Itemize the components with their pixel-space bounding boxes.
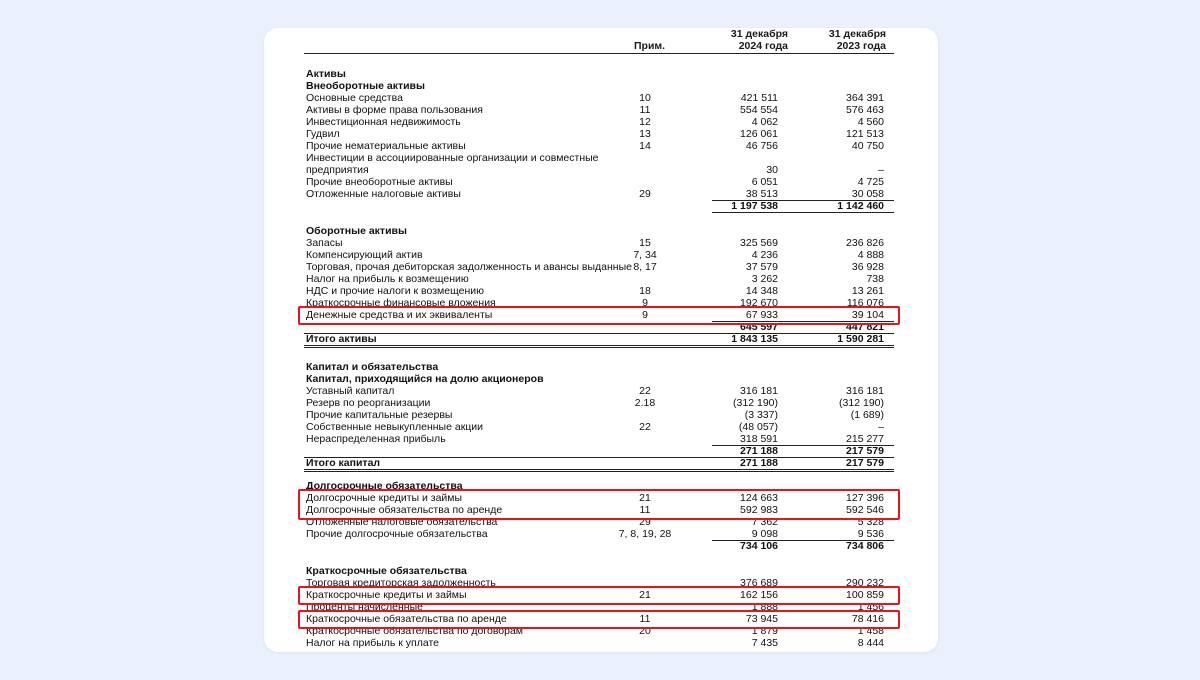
- red-highlight-box: [298, 586, 900, 605]
- table-row: [264, 409, 938, 421]
- table-row: [264, 373, 938, 385]
- row-note: 11: [639, 104, 651, 116]
- row-value-2023: 738: [866, 273, 884, 285]
- row-note: 11: [639, 504, 651, 516]
- row-value-2024: 1 197 538: [731, 200, 778, 212]
- row-value-2023: 1 458: [857, 625, 884, 637]
- row-label: Проценты начисленные: [306, 601, 423, 613]
- table-row: [264, 116, 938, 128]
- row-value-2024: 325 569: [740, 237, 778, 249]
- row-value-2024: 7 435: [751, 637, 778, 649]
- row-value-2023: 316 181: [846, 385, 884, 397]
- row-label: Долгосрочные обязательства: [306, 480, 463, 492]
- row-note: 9: [642, 297, 648, 309]
- row-note: 15: [639, 237, 651, 249]
- row-note: 29: [639, 516, 651, 528]
- row-label: предприятия: [306, 164, 369, 176]
- row-value-2023: 447 821: [846, 321, 884, 333]
- row-value-2023: 30 058: [851, 188, 884, 200]
- subtotal-rule: [712, 212, 894, 213]
- row-label: Краткосрочные кредиты и займы: [306, 589, 467, 601]
- row-label: Капитал и обязательства: [306, 361, 439, 373]
- row-value-2023: 734 806: [846, 540, 884, 552]
- row-value-2023: (312 190): [839, 397, 884, 409]
- row-label: Внеоборотные активы: [306, 80, 425, 92]
- row-value-2024: 1 879: [751, 625, 778, 637]
- row-value-2023: 215 277: [846, 433, 884, 445]
- row-note: 21: [639, 492, 651, 504]
- row-value-2023: 127 396: [846, 492, 884, 504]
- row-value-2024: 67 933: [745, 309, 778, 321]
- row-label: Денежные средства и их эквиваленты: [306, 309, 493, 321]
- table-row: [264, 637, 938, 649]
- row-label: Прочие внеоборотные активы: [306, 176, 453, 188]
- row-label: Гудвил: [306, 128, 340, 140]
- row-value-2024: 14 348: [745, 285, 778, 297]
- table-row: [264, 421, 938, 433]
- row-value-2023: 5 328: [857, 516, 884, 528]
- row-note: 7, 8, 19, 28: [618, 528, 672, 540]
- table-row: [264, 361, 938, 373]
- row-note: 7, 34: [633, 249, 657, 261]
- row-value-2023: –: [878, 164, 884, 176]
- row-value-2024: 1 843 135: [731, 333, 778, 345]
- row-value-2024: 271 188: [740, 445, 778, 457]
- row-label: Компенсирующий актив: [306, 249, 423, 261]
- row-value-2023: 290 232: [846, 577, 884, 589]
- row-value-2024: 3 262: [751, 273, 778, 285]
- table-row: [264, 164, 938, 176]
- row-label: Прочие нематериальные активы: [306, 140, 466, 152]
- row-label: Запасы: [306, 237, 343, 249]
- row-value-2024: 376 689: [740, 577, 778, 589]
- table-row: [264, 261, 938, 273]
- row-note: 11: [639, 613, 651, 625]
- col-2023-header-line1: 31 декабря: [828, 28, 886, 40]
- row-value-2023: 592 546: [846, 504, 884, 516]
- row-value-2023: 4 725: [857, 176, 884, 188]
- table-row: [264, 249, 938, 261]
- row-label: Долгосрочные кредиты и займы: [306, 492, 463, 504]
- row-label: Резерв по реорганизации: [306, 397, 431, 409]
- row-value-2023: 217 579: [846, 445, 884, 457]
- row-value-2024: (48 057): [738, 421, 778, 433]
- row-note: 29: [639, 188, 651, 200]
- row-value-2023: 236 826: [846, 237, 884, 249]
- row-value-2023: 4 888: [857, 249, 884, 261]
- red-highlight-box: [298, 610, 900, 629]
- row-value-2024: 46 756: [745, 140, 778, 152]
- red-highlight-box: [298, 489, 900, 520]
- row-label: Налог на прибыль к возмещению: [306, 273, 469, 285]
- row-note: 12: [639, 116, 651, 128]
- row-note: 22: [639, 421, 651, 433]
- row-value-2024: 9 098: [751, 528, 778, 540]
- row-value-2024: (3 337): [744, 409, 778, 421]
- row-value-2023: 1 590 281: [837, 333, 884, 345]
- table-row: [264, 385, 938, 397]
- row-value-2023: 8 444: [857, 637, 884, 649]
- row-label: Отложенные налоговые активы: [306, 188, 461, 200]
- table-row: [264, 528, 938, 540]
- table-row: [264, 273, 938, 285]
- row-note: 14: [639, 140, 651, 152]
- row-label: Прочие долгосрочные обязательства: [306, 528, 488, 540]
- row-note: 8, 17: [633, 261, 657, 273]
- row-label: Краткосрочные финансовые вложения: [306, 297, 496, 309]
- table-row: [264, 128, 938, 140]
- table-row: [264, 104, 938, 116]
- row-label: Основные средства: [306, 92, 403, 104]
- row-value-2023: 13 261: [851, 285, 884, 297]
- total-double-rule: [304, 469, 894, 472]
- table-row: [264, 285, 938, 297]
- statement-page: [264, 28, 938, 652]
- row-label: Итого капитал: [306, 457, 381, 469]
- row-label: Активы: [306, 68, 346, 80]
- row-value-2023: 36 928: [851, 261, 884, 273]
- table-row: [264, 140, 938, 152]
- row-value-2023: 40 750: [851, 140, 884, 152]
- row-value-2024: 73 945: [745, 613, 778, 625]
- table-row: [264, 152, 938, 164]
- row-value-2024: 1 888: [751, 601, 778, 613]
- row-label: Инвестиции в ассоциированные организации и совместные: [306, 152, 599, 164]
- subtotal-rule: [304, 457, 894, 458]
- row-label: Нераспределенная прибыль: [306, 433, 446, 445]
- row-value-2023: 576 463: [846, 104, 884, 116]
- row-value-2024: 192 670: [740, 297, 778, 309]
- row-value-2023: 116 076: [846, 297, 884, 309]
- row-label: Торговая, прочая дебиторская задолженность и авансы выданные: [306, 261, 632, 273]
- row-label: Прочие капитальные резервы: [306, 409, 453, 421]
- subtotal-rule: [304, 333, 894, 334]
- red-highlight-box: [298, 306, 900, 325]
- row-value-2023: 100 859: [846, 589, 884, 601]
- table-row: [264, 176, 938, 188]
- table-row: [264, 433, 938, 445]
- table-row: [264, 457, 938, 469]
- total-double-rule: [304, 345, 894, 348]
- table-row: [264, 445, 938, 457]
- row-note: 18: [639, 285, 651, 297]
- table-row: [264, 237, 938, 249]
- row-value-2023: 1 142 460: [837, 200, 884, 212]
- row-value-2024: 554 554: [740, 104, 778, 116]
- row-label: Итого активы: [306, 333, 377, 345]
- row-value-2023: 121 513: [846, 128, 884, 140]
- table-row: [264, 333, 938, 345]
- row-value-2024: 421 511: [740, 92, 778, 104]
- row-value-2023: 4 560: [857, 116, 884, 128]
- row-value-2023: 9 536: [857, 528, 884, 540]
- row-value-2023: –: [878, 421, 884, 433]
- row-value-2023: 1 456: [857, 601, 884, 613]
- row-value-2024: 592 983: [740, 504, 778, 516]
- row-note: 10: [639, 92, 651, 104]
- row-value-2024: 6 051: [751, 176, 778, 188]
- note-column-header: Прим.: [634, 40, 666, 52]
- col-2023-header-line2: 2023 года: [836, 40, 886, 52]
- row-value-2024: 4 062: [751, 116, 778, 128]
- row-value-2024: 4 236: [751, 249, 778, 261]
- subtotal-rule: [712, 540, 894, 541]
- table-row: [264, 80, 938, 92]
- table-row: [264, 188, 938, 200]
- col-2024-header-line2: 2024 года: [738, 40, 788, 52]
- balance-sheet-rows: [264, 28, 938, 652]
- subtotal-rule: [712, 445, 894, 446]
- row-value-2024: 126 061: [740, 128, 778, 140]
- row-label: Отложенные налоговые обязательства: [306, 516, 498, 528]
- row-note: 20: [639, 625, 651, 637]
- table-row: [264, 540, 938, 552]
- row-label: Активы в форме права пользования: [306, 104, 483, 116]
- row-value-2024: 271 188: [740, 457, 778, 469]
- row-note: 13: [639, 128, 651, 140]
- row-label: Краткосрочные обязательства по аренде: [306, 613, 507, 625]
- table-row: [264, 68, 938, 80]
- row-note: 9: [642, 309, 648, 321]
- row-value-2024: 7 362: [751, 516, 778, 528]
- row-value-2024: 37 579: [745, 261, 778, 273]
- row-label: Долгосрочные обязательства по аренде: [306, 504, 503, 516]
- row-label: Собственные невыкупленные акции: [306, 421, 484, 433]
- table-row: [264, 565, 938, 577]
- row-value-2024: 38 513: [745, 188, 778, 200]
- row-value-2023: 364 391: [846, 92, 884, 104]
- row-value-2024: 30: [766, 164, 778, 176]
- row-note: 22: [639, 385, 651, 397]
- row-value-2024: 162 156: [740, 589, 778, 601]
- row-value-2023: 217 579: [846, 457, 884, 469]
- row-value-2024: 734 106: [740, 540, 778, 552]
- table-row: [264, 397, 938, 409]
- row-label: Капитал, приходящийся на долю акционеров: [306, 373, 544, 385]
- row-value-2024: 318 591: [740, 433, 778, 445]
- row-note: 21: [639, 589, 651, 601]
- row-label: Краткосрочные обязательства по договорам: [306, 625, 524, 637]
- row-label: Оборотные активы: [306, 225, 407, 237]
- row-label: Налог на прибыль к уплате: [306, 637, 439, 649]
- subtotal-rule: [712, 200, 894, 201]
- row-label: Торговая кредиторская задолженность: [306, 577, 496, 589]
- row-value-2024: (312 190): [733, 397, 778, 409]
- row-value-2023: 39 104: [851, 309, 884, 321]
- row-value-2024: 645 597: [740, 321, 778, 333]
- row-value-2024: 124 663: [740, 492, 778, 504]
- row-label: НДС и прочие налоги к возмещению: [306, 285, 485, 297]
- row-value-2024: 316 181: [740, 385, 778, 397]
- table-row: [264, 200, 938, 212]
- table-row: [264, 92, 938, 104]
- row-value-2023: (1 689): [850, 409, 884, 421]
- row-label: Инвестиционная недвижимость: [306, 116, 461, 128]
- row-note: 2.18: [634, 397, 656, 409]
- col-2024-header-line1: 31 декабря: [730, 28, 788, 40]
- row-label: Уставный капитал: [306, 385, 395, 397]
- row-label: Краткосрочные обязательства: [306, 565, 467, 577]
- table-row: [264, 225, 938, 237]
- row-value-2023: 78 416: [851, 613, 884, 625]
